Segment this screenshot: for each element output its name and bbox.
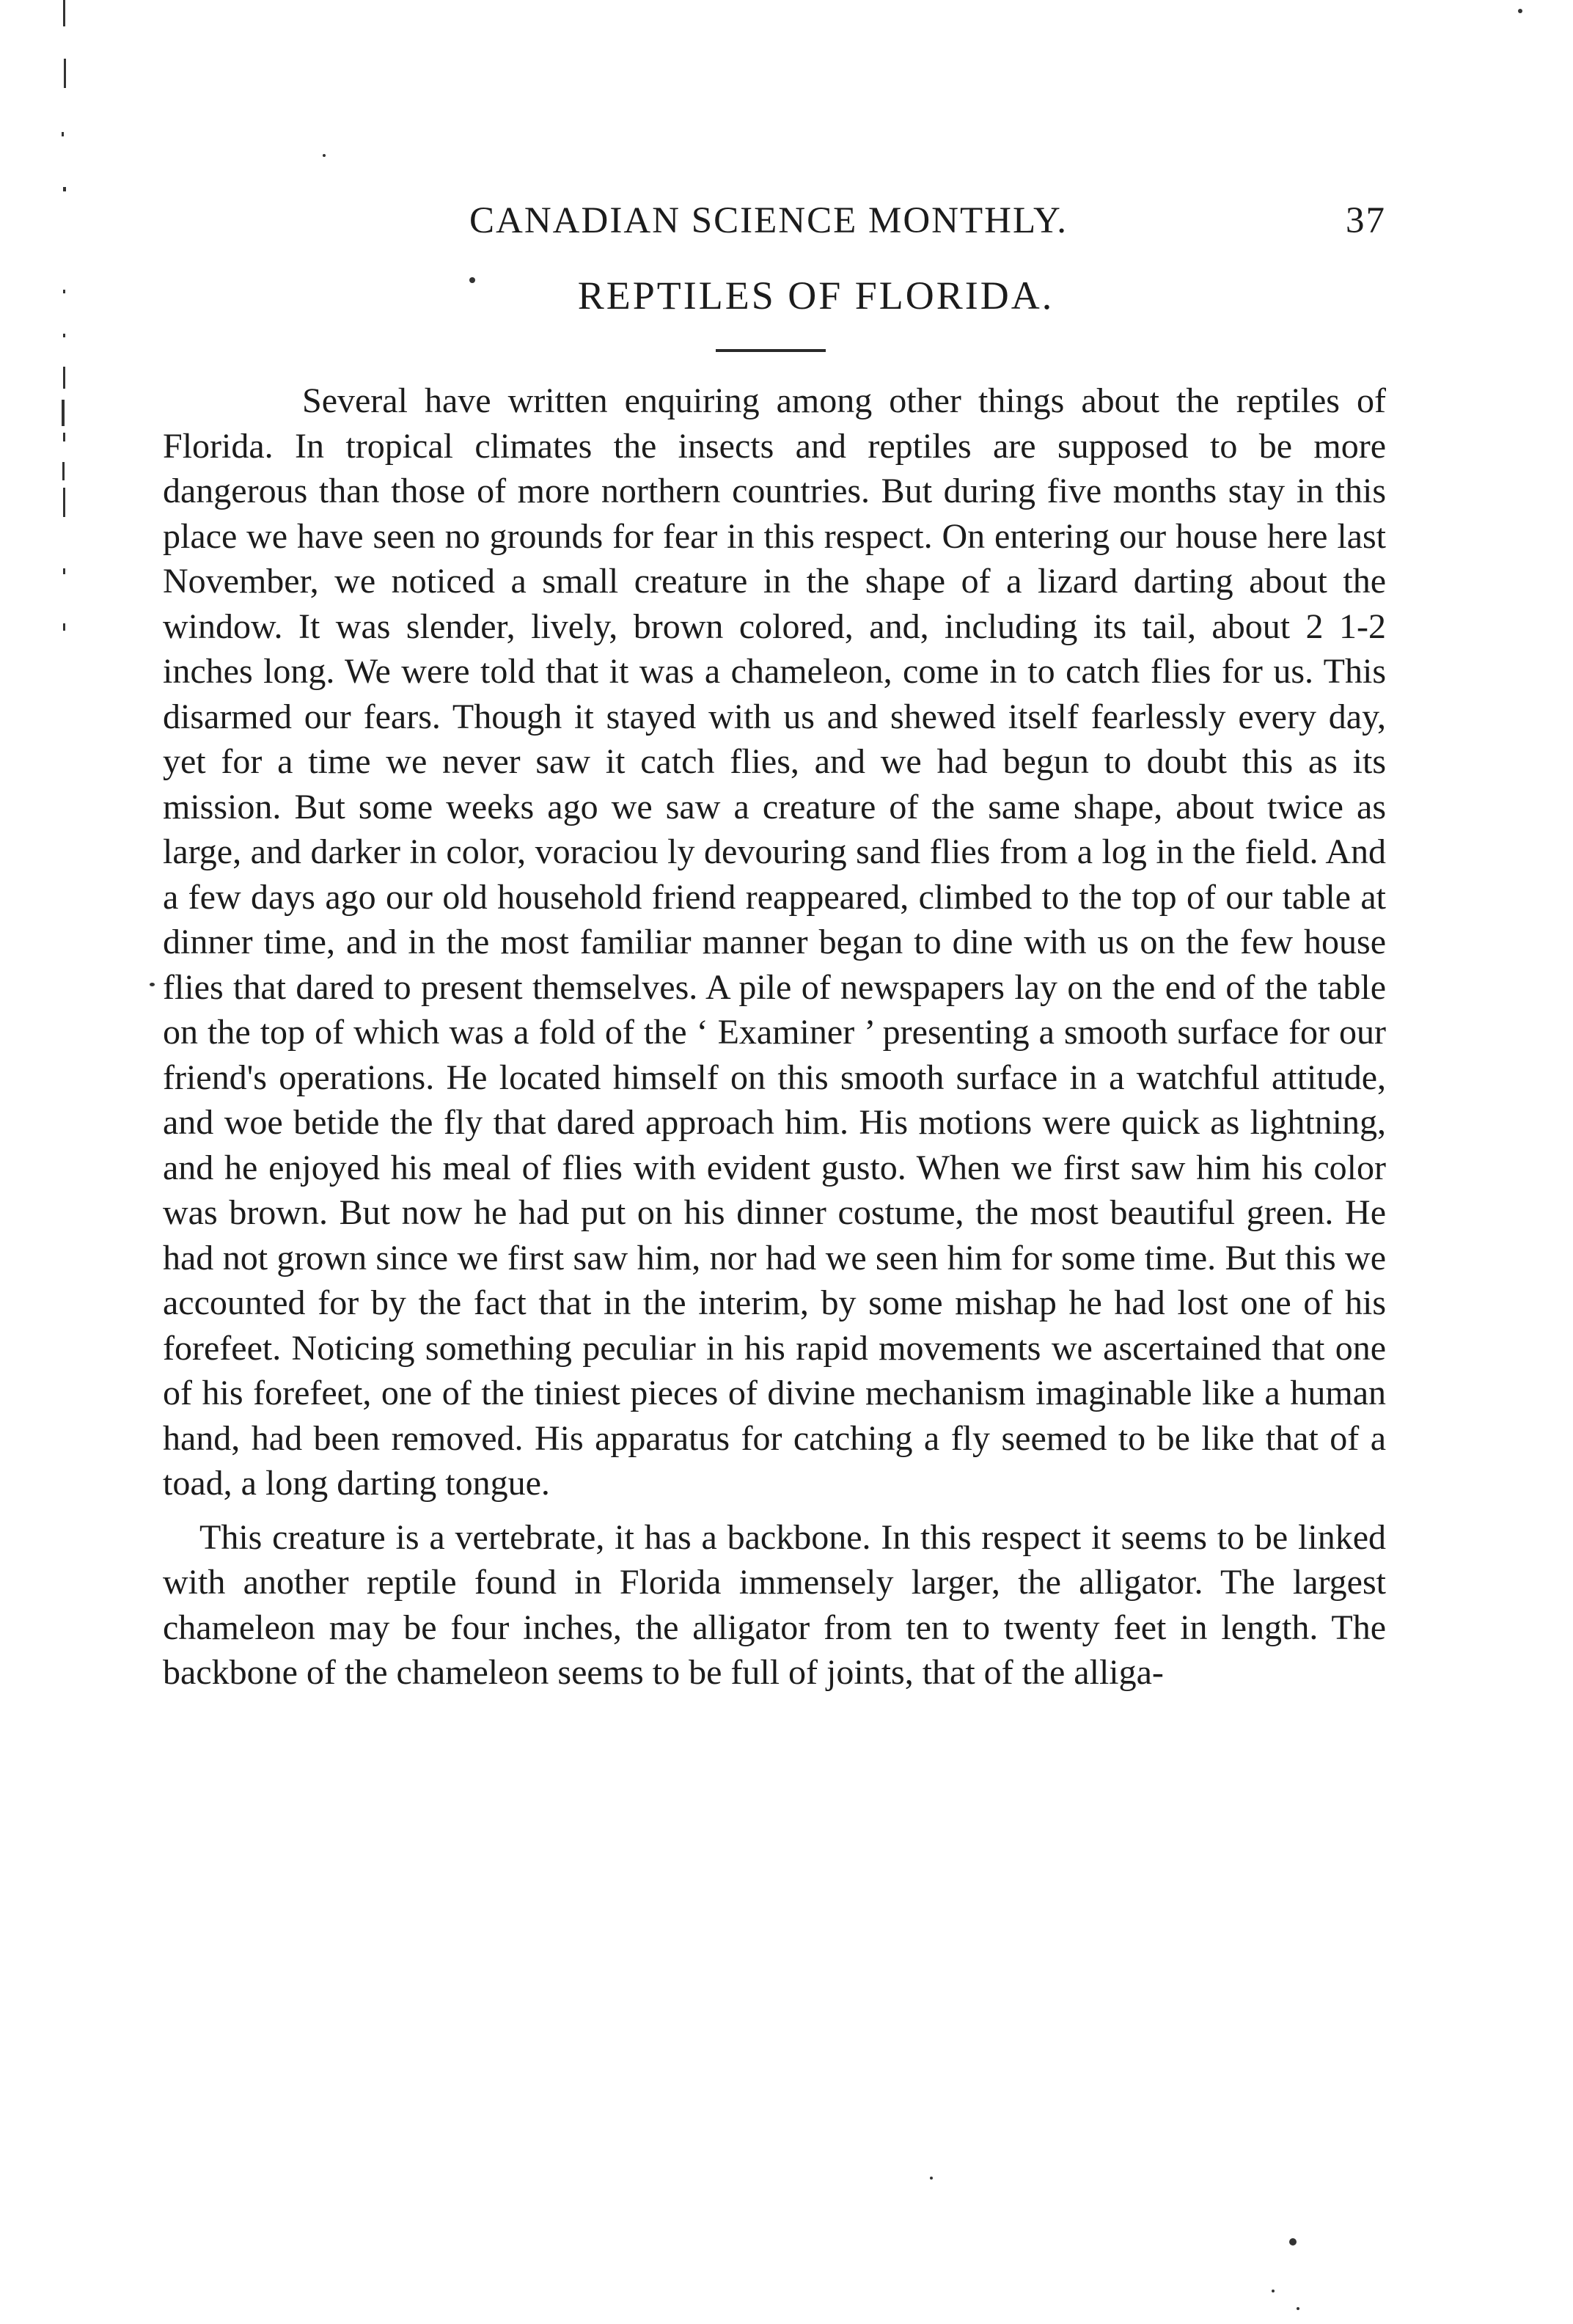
speck [930, 2177, 933, 2180]
margin-mark [63, 187, 66, 191]
margin-mark [63, 0, 65, 26]
page-number: 37 [1346, 200, 1386, 241]
margin-mark [62, 400, 65, 426]
margin-mark [63, 488, 65, 517]
speck [1289, 2238, 1297, 2246]
margin-mark [63, 568, 65, 574]
speck [323, 154, 326, 157]
paragraph: This creature is a vertebrate, it has a backbone. In this respect it seems to be linked with another reptile found in Florida immensely larger, the alligator. The largest chameleon may be four inches, the alligator from ten to twenty feet in length. The backbone of the chameleon seems to be full of joints, that of the alliga- [163, 1517, 1386, 1692]
title-rule [716, 349, 826, 352]
speck [150, 983, 155, 986]
margin-mark [63, 623, 65, 631]
margin-mark [62, 132, 64, 136]
left-margin-scan-marks [56, 0, 70, 2324]
paragraph: Several have written enquiring among other things about the reptiles of Florida. In tropical climates the insects and reptiles are supposed to be more dangerous than those of more northern countries. But during five months stay in this place we have seen no grounds for fear in this respect. On entering our house here last November, we noticed a small creature in the shape of a lizard darting about the window. It was slender, lively, brown colored, and, including its tail, about 2 1-2 inches long. We were told that it was a chameleon, come in to catch flies for us. This disarmed our fears. Though it stayed with us and shewed itself fearlessly every day, yet for a time we never saw it catch flies, and we had begun to doubt this as its mission. But some weeks ago we saw a creature of the same shape, about twice as large, and darker in color, voraciou ly devouring sand flies from a log in the field. And a few days ago our old household friend reappeared, climbed to the top of our table at dinner time, and in the most familiar manner began to dine with us on the few house flies that dared to present themselves. A pile of newspapers lay on the end of the table on the top of which was a fold of the ‘ Examiner ’ presenting a smooth surface for our friend's operations. He located himself on this smooth surface in a watchful attitude, and woe betide the fly that dared approach him. His motions were quick as lightning, and he enjoyed his meal of flies with evident gusto. When we first saw him his color was brown. But now he had put on his dinner costume, the most beautiful green. He had not grown since we first saw him, nor had we seen him for some time. But this we accounted for by the fact that in the interim, by some mishap he had lost one of his forefeet. Noticing something peculiar in his rapid movements we ascertained that one of his forefeet, one of the tiniest pieces of divine mechanism imaginable like a human hand, had been removed. His apparatus for catching a fly seemed to be like that of a toad, a long darting tongue. [163, 381, 1386, 1503]
article-body [163, 378, 1386, 1696]
margin-mark [63, 433, 65, 441]
margin-mark [64, 59, 66, 88]
page-header [469, 199, 1386, 251]
margin-mark [63, 334, 65, 337]
running-head: CANADIAN SCIENCE MONTHLY. [469, 200, 1068, 241]
margin-mark [62, 462, 65, 480]
article-title: REPTILES OF FLORIDA. [577, 274, 1055, 318]
speck [1297, 2307, 1299, 2310]
speck [1272, 2290, 1275, 2292]
speck [1518, 9, 1522, 13]
margin-mark [63, 367, 65, 389]
